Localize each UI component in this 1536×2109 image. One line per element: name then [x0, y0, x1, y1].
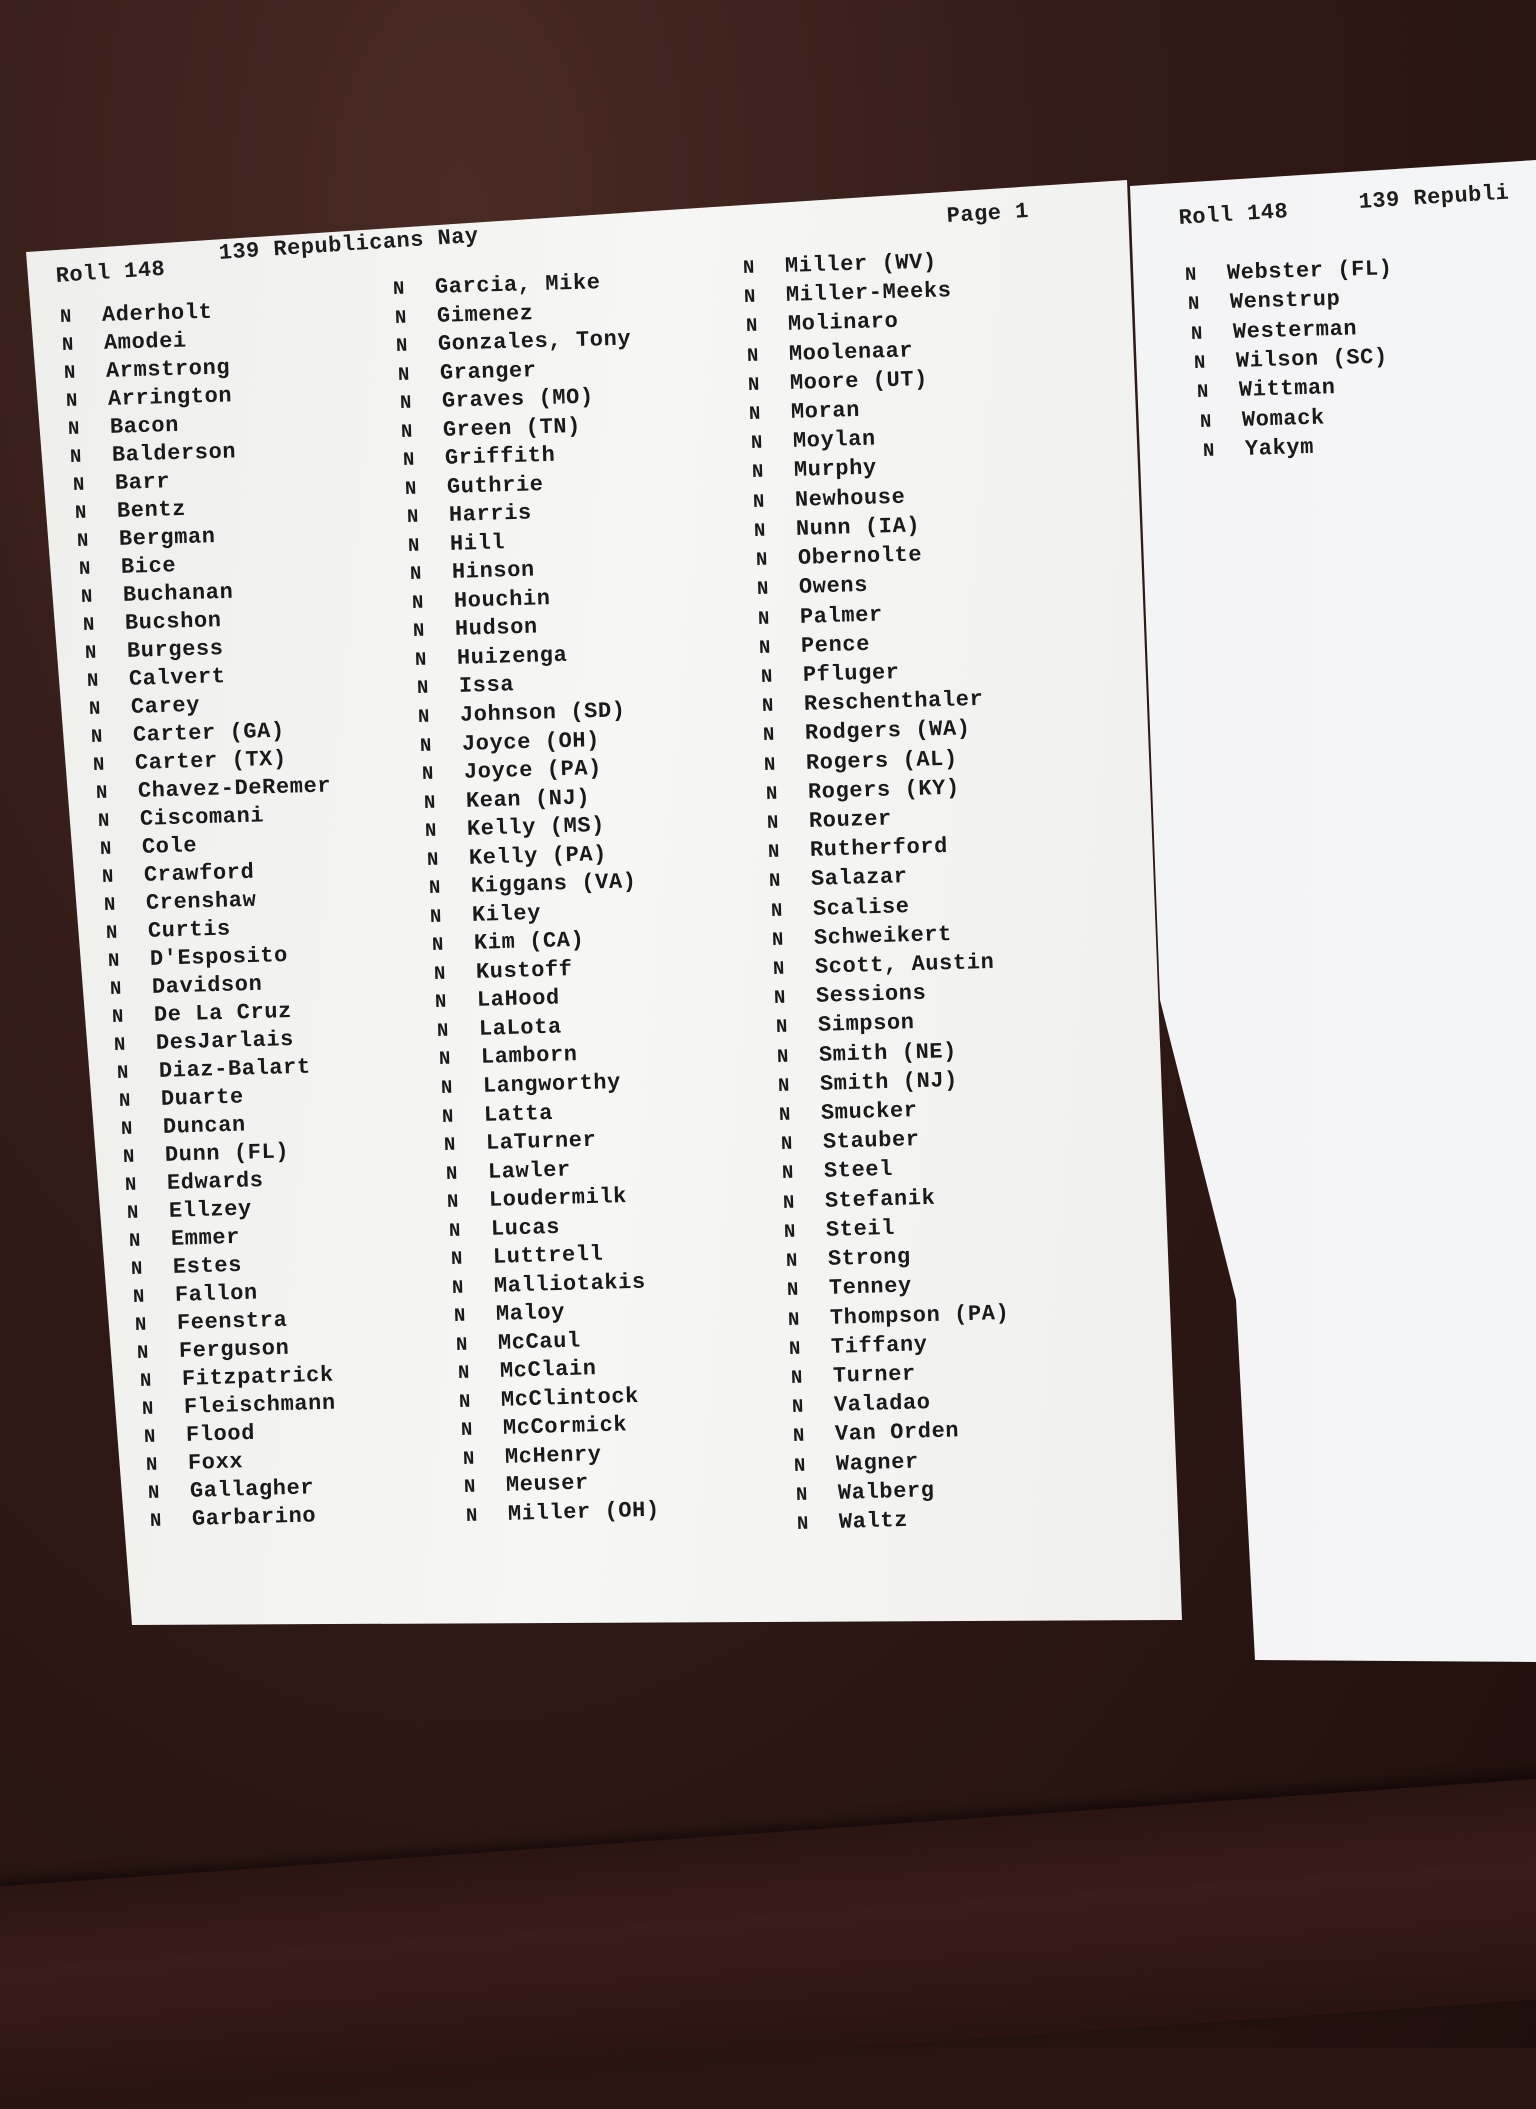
vote-mark: N: [1196, 380, 1210, 404]
vote-mark: N: [120, 1117, 134, 1140]
member-name: Davidson: [151, 971, 263, 1000]
vote-mark: N: [774, 986, 787, 1010]
second-roll-number: Roll 148: [1178, 199, 1289, 231]
vote-mark: N: [139, 1369, 152, 1392]
member-name: Stefanik: [824, 1185, 936, 1214]
page-number: Page 1: [946, 198, 1030, 229]
vote-mark: N: [91, 725, 104, 748]
vote-mark: N: [141, 1397, 154, 1420]
vote-mark: N: [93, 753, 106, 776]
vote-mark: N: [61, 333, 75, 356]
vote-mark: N: [407, 534, 421, 557]
member-name: Houchin: [453, 586, 551, 614]
vote-mark: N: [72, 473, 85, 496]
vote-mark: N: [126, 1201, 140, 1224]
vote-mark: N: [99, 837, 113, 860]
vote-mark: N: [781, 1162, 795, 1185]
member-name: Foxx: [187, 1449, 244, 1476]
member-name: Pfluger: [802, 660, 900, 688]
vote-mark: N: [124, 1173, 138, 1196]
vote-row: [1203, 435, 1315, 463]
member-name: Wilson (SC): [1235, 344, 1389, 374]
vote-mark: N: [452, 1276, 465, 1299]
member-name: Cole: [141, 833, 198, 860]
member-name: Joyce (OH): [461, 727, 601, 757]
member-name: Guthrie: [446, 471, 544, 500]
vote-mark: N: [404, 477, 418, 500]
vote-mark: N: [423, 791, 436, 814]
vote-mark: N: [112, 1005, 125, 1028]
vote-row: [1191, 316, 1358, 346]
vote-mark: N: [780, 1132, 794, 1156]
member-name: Huizenga: [456, 642, 568, 671]
vote-mark: N: [792, 1425, 806, 1448]
member-name: Dunn (FL): [164, 1139, 290, 1168]
member-name: Van Orden: [834, 1418, 960, 1448]
member-name: McHenry: [504, 1442, 602, 1470]
member-name: LaTurner: [485, 1127, 597, 1156]
roll-number: Roll 148: [55, 256, 167, 289]
vote-mark: N: [782, 1191, 796, 1214]
member-name: Bentz: [116, 496, 186, 524]
vote-mark: N: [394, 306, 408, 329]
member-name: Moran: [790, 397, 861, 425]
member-name: Valadao: [833, 1390, 931, 1418]
vote-mark: N: [794, 1454, 807, 1477]
member-name: Scalise: [812, 893, 910, 922]
member-name: Steel: [823, 1157, 894, 1185]
vote-mark: N: [448, 1219, 462, 1242]
vote-mark: N: [441, 1105, 455, 1128]
member-name: Curtis: [147, 916, 232, 944]
vote-mark: N: [396, 334, 409, 358]
vote-mark: N: [458, 1390, 472, 1413]
vote-mark: N: [440, 1076, 453, 1099]
vote-mark: N: [769, 870, 782, 893]
vote-mark: N: [438, 1048, 452, 1071]
vote-mark: N: [789, 1337, 802, 1360]
vote-mark: N: [1193, 351, 1207, 374]
member-name: Harris: [448, 500, 532, 529]
vote-mark: N: [743, 285, 757, 309]
vote-mark: N: [1184, 263, 1198, 286]
member-name: Stauber: [822, 1127, 920, 1156]
vote-mark: N: [59, 305, 73, 328]
vote-mark: N: [89, 697, 102, 720]
vote-mark: N: [772, 957, 786, 981]
member-name: Bice: [120, 553, 177, 580]
vote-mark: N: [114, 1033, 127, 1056]
vote-mark: N: [68, 417, 81, 440]
vote-mark: N: [402, 448, 416, 472]
vote-mark: N: [770, 899, 783, 922]
member-name: Crenshaw: [145, 887, 257, 916]
member-name: McCaul: [497, 1328, 581, 1356]
vote-mark: N: [137, 1341, 150, 1364]
member-name: Nunn (IA): [795, 513, 921, 542]
vote-mark: N: [65, 389, 79, 412]
member-name: Owens: [798, 573, 869, 601]
vote-mark: N: [435, 991, 448, 1014]
member-name: Balderson: [112, 439, 237, 468]
vote-row: [1185, 256, 1393, 287]
vote-mark: N: [747, 373, 761, 396]
member-name: Reschenthaler: [803, 686, 984, 717]
member-name: Moylan: [792, 426, 876, 455]
vote-mark: N: [428, 876, 441, 900]
vote-mark: N: [784, 1220, 797, 1243]
vote-mark: N: [767, 840, 781, 864]
vote-mark: N: [86, 669, 100, 692]
vote-mark: N: [122, 1145, 136, 1168]
vote-mark: N: [84, 641, 98, 664]
vote-mark: N: [779, 1103, 792, 1127]
member-name: Fleischmann: [183, 1390, 336, 1420]
member-name: Langworthy: [482, 1069, 621, 1099]
vote-mark: N: [416, 677, 430, 700]
vote-mark: N: [762, 724, 776, 747]
vote-mark: N: [399, 391, 413, 415]
member-name: DesJarlais: [156, 1026, 295, 1056]
member-name: Bucshon: [124, 608, 222, 636]
vote-mark: N: [765, 782, 778, 805]
member-name: Burgess: [126, 636, 225, 664]
vote-mark: N: [754, 519, 767, 542]
member-name: Ellzey: [168, 1196, 253, 1224]
vote-mark: N: [95, 781, 108, 804]
member-name: Kiggans (VA): [470, 869, 637, 900]
member-name: Diaz-Balart: [158, 1054, 311, 1084]
member-name: Simpson: [817, 1010, 915, 1039]
member-name: McClintock: [500, 1383, 640, 1413]
vote-mark: N: [433, 962, 447, 985]
member-name: Westerman: [1232, 316, 1358, 345]
vote-mark: N: [771, 928, 785, 951]
member-name: Miller (OH): [507, 1497, 661, 1527]
vote-mark: N: [795, 1483, 809, 1506]
vote-mark: N: [411, 591, 425, 614]
member-name: D'Esposito: [149, 942, 289, 972]
member-name: Bergman: [118, 524, 216, 552]
member-name: Sessions: [816, 980, 928, 1010]
vote-mark: N: [103, 893, 117, 916]
member-name: Rogers (KY): [807, 775, 960, 805]
member-name: Feenstra: [176, 1307, 289, 1336]
vote-mark: N: [392, 277, 406, 300]
vote-row: [1197, 375, 1336, 404]
member-name: Steil: [826, 1215, 896, 1243]
vote-mark: N: [1190, 322, 1204, 345]
member-name: LaHood: [477, 985, 561, 1014]
member-name: Fitzpatrick: [181, 1362, 334, 1392]
vote-mark: N: [746, 344, 760, 367]
vote-mark: N: [443, 1133, 457, 1157]
vote-mark: N: [464, 1476, 477, 1499]
vote-mark: N: [460, 1419, 474, 1442]
second-page-heading: 139 Republi: [1358, 180, 1511, 215]
vote-mark: N: [413, 620, 426, 643]
member-name: McCormick: [502, 1412, 628, 1442]
vote-mark: N: [143, 1425, 157, 1448]
member-name: Malliotakis: [494, 1269, 647, 1299]
vote-mark: N: [450, 1247, 464, 1271]
member-name: Kelly (PA): [468, 841, 608, 871]
member-name: Wenstrup: [1229, 287, 1341, 316]
vote-mark: N: [421, 762, 435, 786]
vote-mark: N: [135, 1313, 148, 1336]
vote-mark: N: [70, 445, 83, 468]
vote-mark: N: [764, 753, 777, 776]
vote-mark: N: [149, 1509, 163, 1532]
member-name: Joyce (PA): [463, 756, 603, 785]
member-name: Waltz: [838, 1507, 909, 1535]
vote-mark: N: [457, 1361, 470, 1385]
member-name: Latta: [483, 1100, 554, 1128]
vote-mark: N: [796, 1512, 810, 1535]
member-name: Tenney: [828, 1273, 913, 1302]
vote-mark: N: [406, 505, 419, 529]
vote-mark: N: [777, 1074, 791, 1097]
member-name: Carter (GA): [133, 718, 286, 748]
member-name: Wagner: [836, 1449, 920, 1477]
member-name: Gallagher: [189, 1475, 315, 1504]
vote-mark: N: [82, 613, 96, 636]
vote-mark: N: [63, 361, 77, 384]
vote-mark: N: [750, 431, 763, 455]
vote-mark: N: [430, 905, 443, 928]
member-name: Lamborn: [480, 1042, 578, 1071]
member-name: Ferguson: [179, 1335, 291, 1364]
member-name: LaLota: [478, 1014, 563, 1042]
vote-mark: N: [455, 1333, 469, 1356]
member-name: Aderholt: [101, 299, 213, 328]
member-name: Miller-Meeks: [785, 278, 953, 309]
member-name: Duncan: [162, 1112, 246, 1140]
member-name: Rogers (AL): [805, 746, 959, 776]
member-name: Yakym: [1244, 434, 1315, 462]
member-name: Issa: [458, 672, 515, 700]
vote-mark: N: [132, 1285, 146, 1308]
member-name: Meuser: [505, 1470, 590, 1499]
member-name: Womack: [1241, 405, 1326, 433]
member-name: Luttrell: [492, 1241, 604, 1270]
vote-mark: N: [785, 1249, 799, 1273]
vote-mark: N: [760, 665, 773, 688]
vote-mark: N: [105, 921, 119, 944]
vote-mark: N: [128, 1229, 142, 1252]
member-name: Webster (FL): [1226, 256, 1393, 286]
member-name: Salazar: [810, 864, 909, 893]
vote-mark: N: [755, 548, 768, 572]
member-name: Flood: [185, 1420, 256, 1448]
member-name: Murphy: [793, 455, 877, 484]
vote-mark: N: [401, 420, 414, 443]
member-name: Rodgers (WA): [804, 716, 971, 747]
vote-mark: N: [748, 402, 762, 426]
vote-mark: N: [147, 1481, 161, 1504]
vote-mark: N: [130, 1257, 144, 1280]
member-name: Moolenaar: [788, 337, 914, 367]
vote-mark: N: [414, 648, 428, 671]
vote-mark: N: [424, 819, 438, 843]
member-name: Kean (NJ): [465, 784, 591, 814]
member-name: Schweikert: [813, 921, 953, 951]
member-name: Griffith: [444, 442, 556, 472]
member-name: Fallon: [174, 1280, 259, 1308]
member-name: Garcia, Mike: [434, 270, 601, 300]
vote-mark: N: [465, 1504, 479, 1527]
vote-mark: N: [101, 865, 115, 888]
vote-mark: N: [74, 501, 87, 524]
member-name: Hudson: [454, 614, 539, 643]
member-name: Buchanan: [122, 579, 234, 608]
member-name: Carter (TX): [135, 746, 288, 776]
member-name: Johnson (SD): [460, 698, 627, 728]
member-name: Walberg: [837, 1477, 935, 1506]
vote-mark: N: [109, 977, 123, 1000]
member-name: Duarte: [160, 1084, 244, 1112]
member-name: Kustoff: [475, 956, 573, 985]
member-name: Wittman: [1238, 375, 1336, 404]
vote-mark: N: [426, 848, 440, 871]
member-name: Smith (NJ): [819, 1067, 959, 1097]
vote-mark: N: [419, 734, 433, 757]
vote-mark: N: [76, 529, 90, 552]
member-name: Emmer: [170, 1224, 241, 1252]
vote-row: [1200, 405, 1325, 433]
vote-mark: N: [757, 607, 771, 630]
vote-mark: N: [145, 1453, 159, 1476]
member-name: Obernolte: [797, 542, 923, 571]
vote-mark: N: [447, 1190, 460, 1214]
vote-mark: N: [751, 461, 765, 484]
member-name: Gonzales, Tony: [438, 326, 632, 357]
vote-mark: N: [786, 1278, 800, 1302]
vote-mark: N: [107, 949, 121, 972]
member-name: Scott, Austin: [814, 949, 995, 980]
member-name: Strong: [827, 1244, 911, 1272]
vote-mark: N: [756, 577, 770, 601]
member-name: Smucker: [821, 1098, 919, 1126]
member-name: Rouzer: [808, 806, 892, 834]
vote-mark: N: [418, 705, 431, 729]
member-name: Pence: [800, 631, 871, 659]
vote-mark: N: [436, 1019, 450, 1042]
member-name: Lucas: [490, 1214, 561, 1242]
vote-mark: N: [791, 1395, 805, 1419]
page-heading: 139 Republicans Nay: [218, 223, 480, 266]
member-name: Tiffany: [831, 1331, 929, 1360]
member-name: Rutherford: [809, 834, 949, 863]
vote-mark: N: [453, 1304, 467, 1328]
vote-mark: N: [776, 1045, 790, 1068]
vote-mark: N: [78, 557, 92, 580]
member-name: Chavez-DeRemer: [137, 773, 332, 804]
member-name: Amodei: [103, 328, 188, 356]
member-name: Turner: [832, 1361, 916, 1389]
vote-mark: N: [397, 363, 411, 386]
vote-mark: N: [431, 933, 445, 957]
member-name: Miller (WV): [784, 249, 938, 279]
member-name: Arrington: [107, 383, 233, 412]
member-name: Kiley: [471, 900, 542, 928]
member-name: Graves (MO): [441, 384, 594, 414]
vote-mark: N: [97, 809, 111, 832]
member-name: Loudermilk: [488, 1184, 628, 1213]
member-name: Granger: [439, 357, 537, 386]
vote-mark: N: [409, 563, 423, 586]
member-name: Armstrong: [105, 355, 231, 384]
vote-mark: N: [745, 315, 758, 338]
vote-mark: N: [759, 636, 772, 659]
vote-mark: N: [752, 490, 766, 513]
member-name: Kim (CA): [473, 928, 585, 957]
vote-mark: N: [118, 1089, 131, 1112]
member-name: Green (TN): [443, 413, 582, 443]
member-name: Bacon: [109, 412, 180, 440]
member-name: Kelly (MS): [466, 813, 606, 842]
member-name: Newhouse: [794, 484, 906, 513]
member-name: Gimenez: [436, 300, 534, 329]
vote-row: [1194, 345, 1388, 375]
member-name: Moore (UT): [789, 366, 929, 396]
vote-mark: N: [742, 256, 756, 279]
member-name: Garbarino: [191, 1503, 317, 1532]
member-name: Barr: [114, 469, 171, 496]
member-name: Carey: [130, 692, 201, 720]
member-name: Smith (NE): [818, 1038, 958, 1068]
vote-mark: N: [1199, 410, 1213, 433]
member-name: Hill: [449, 530, 506, 557]
member-name: Edwards: [166, 1168, 264, 1196]
vote-mark: N: [116, 1061, 129, 1084]
member-name: Estes: [172, 1252, 243, 1280]
vote-mark: N: [80, 585, 94, 608]
vote-mark: N: [787, 1308, 801, 1331]
vote-mark: N: [445, 1162, 458, 1185]
vote-mark: N: [1202, 439, 1216, 462]
vote-mark: N: [766, 811, 780, 834]
member-name: Lawler: [487, 1157, 571, 1185]
member-name: Calvert: [128, 664, 227, 692]
member-name: De La Cruz: [153, 998, 293, 1028]
member-name: Molinaro: [787, 309, 899, 338]
member-name: Crawford: [143, 859, 255, 888]
vote-mark: N: [462, 1447, 475, 1470]
member-name: Ciscomani: [139, 803, 265, 832]
member-name: Maloy: [495, 1300, 566, 1328]
member-name: Palmer: [799, 602, 884, 630]
vote-mark: N: [790, 1366, 804, 1389]
vote-row: [1188, 287, 1341, 316]
member-name: McClain: [499, 1356, 597, 1385]
vote-mark: N: [775, 1016, 788, 1039]
vote-mark: N: [1187, 292, 1201, 316]
member-name: Hinson: [451, 557, 536, 586]
member-name: Thompson (PA): [829, 1300, 1010, 1331]
vote-mark: N: [761, 694, 775, 718]
